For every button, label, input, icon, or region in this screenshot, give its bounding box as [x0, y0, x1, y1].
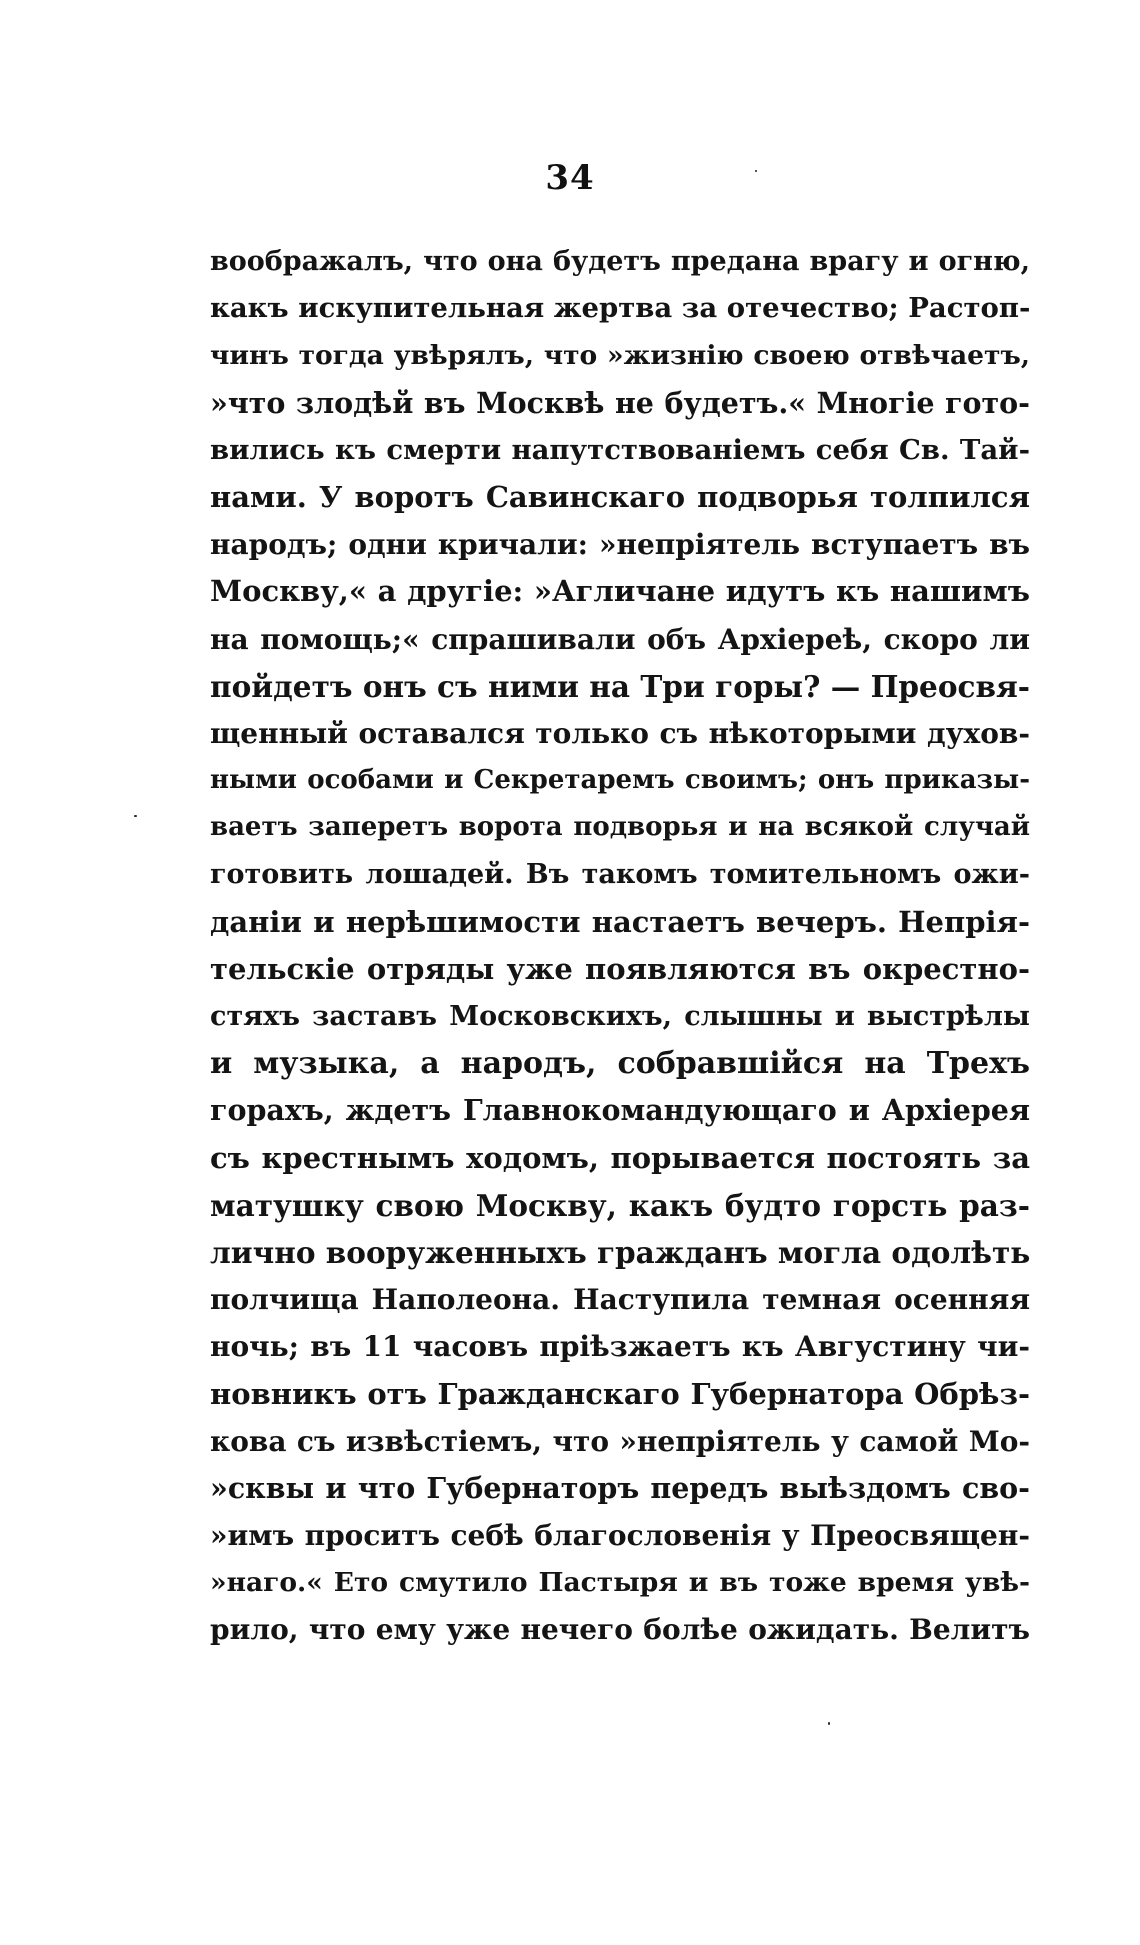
text-line: полчища Наполеона. Наступила темная осенняя [210, 1283, 1030, 1317]
text-line: ночь; въ 11 часовъ пріѣзжаетъ къ Августину чи- [210, 1330, 1030, 1364]
text-line: »наго.« Ето смутило Пастыря и въ тоже время увѣ- [210, 1567, 1030, 1599]
scan-speck [134, 815, 137, 817]
text-line: горахъ, ждетъ Главнокомандующаго и Архіерея [210, 1093, 1030, 1128]
text-line: нами. У воротъ Савинскаго подворья толпился [210, 479, 1030, 514]
text-line: матушку свою Москву, какъ будто горсть раз- [210, 1187, 1030, 1223]
text-line: стяхъ заставъ Московскихъ, слышны и выстрѣлы [210, 1001, 1030, 1032]
text-line: рило, что ему уже нечего болѣе ожидать. Велитъ [210, 1613, 1030, 1647]
text-line: воображалъ, что она будетъ предана врагу и огню, [210, 246, 1030, 277]
text-line: пойдетъ онъ съ ними на Три горы? — Преосвя- [210, 668, 1030, 704]
scan-speck [828, 1722, 830, 1725]
text-line: лично вооруженныхъ гражданъ могла одолѣть [210, 1234, 1030, 1270]
text-line: даніи и нерѣшимости настаетъ вечеръ. Непрія- [210, 904, 1030, 939]
text-line: чинъ тогда увѣрялъ, что »жизнію своею отвѣчаетъ, [210, 340, 1030, 372]
text-line: тельскіе отряды уже появляются въ окрестно- [210, 951, 1030, 986]
text-line: »сквы и что Губернаторъ передъ выѣздомъ сво- [210, 1470, 1030, 1505]
text-line: »что злодѣй въ Москвѣ не будетъ.« Многіе гото- [210, 385, 1030, 420]
text-line: Москву,« а другіе: »Агличане идутъ къ нашимъ [210, 574, 1030, 609]
text-line: кова съ извѣстіемъ, что »непріятель у самой Мо- [210, 1424, 1030, 1458]
text-line: и музыка, а народъ, собравшійся на Трехъ [210, 1046, 1030, 1082]
text-line: ными особами и Секретаремъ своимъ; онъ приказы- [210, 765, 1030, 796]
text-line: готовить лошадей. Въ такомъ томительномъ ожи- [210, 859, 1030, 891]
text-line: съ крестнымъ ходомъ, порывается постоять за [210, 1140, 1030, 1175]
scan-speck [755, 170, 757, 172]
text-line: на помощь;« спрашивали объ Архіереѣ, скоро ли [210, 622, 1030, 656]
text-line: вились къ смерти напутствованіемъ себя Св. Тай- [210, 433, 1030, 466]
text-line: »имъ проситъ себѣ благословенія у Преосвящен- [210, 1519, 1030, 1553]
text-line: новникъ отъ Гражданскаго Губернатора Обрѣз- [210, 1376, 1030, 1411]
body-text [210, 238, 1030, 1654]
text-line: ваетъ заперетъ ворота подворья и на всякой случай [210, 812, 1030, 843]
text-line: какъ искупительная жертва за отечество; Растоп- [210, 292, 1030, 325]
text-line: щенный оставался только съ нѣкоторыми духов- [210, 716, 1030, 750]
text-line: народъ; одни кричали: »непріятель вступаетъ въ [210, 528, 1030, 562]
page-number: 34 [545, 158, 595, 198]
